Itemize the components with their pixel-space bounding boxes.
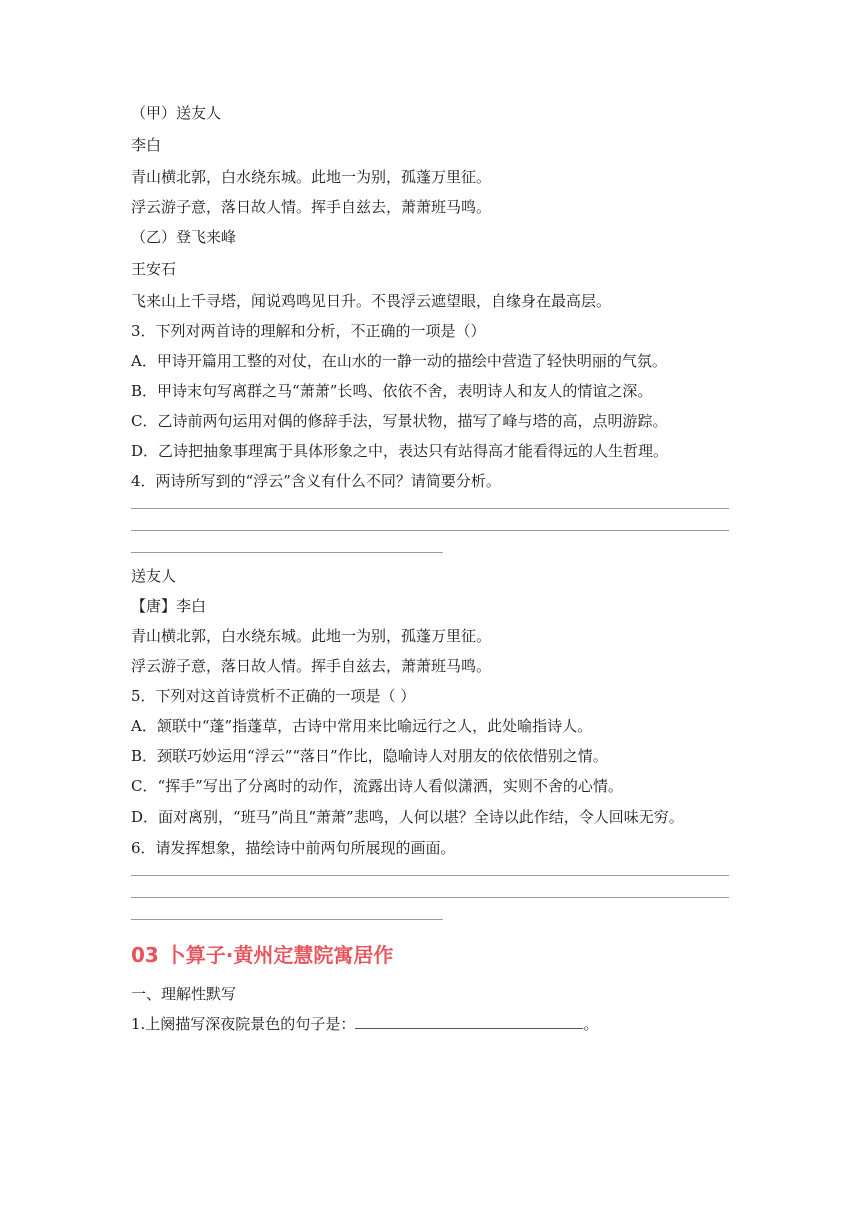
fill-blank-prefix: 1.上阕描写深夜院景色的句子是： (131, 1015, 356, 1033)
question-3-option-b: B．甲诗末句写离群之马“萧萧”长鸣、依依不舍，表明诗人和友人的情谊之深。 (131, 382, 653, 400)
poem-c-author: 【唐】李白 (131, 597, 207, 615)
poem-a-line2: 浮云游子意，落日故人情。挥手自兹去，萧萧班马鸣。 (131, 198, 492, 216)
question-6-stem: 6．请发挥想象，描绘诗中前两句所展现的画面。 (131, 839, 456, 857)
answer-line[interactable] (131, 530, 729, 531)
question-5-option-c: C．“挥手”写出了分离时的动作，流露出诗人看似潇洒，实则不舍的心情。 (131, 777, 623, 795)
question-5-stem: 5．下列对这首诗赏析不正确的一项是（ ） (131, 687, 416, 705)
answer-line[interactable] (131, 508, 729, 509)
question-5-option-d: D．面对离别，“班马”尚且“萧萧”悲鸣，人何以堪？全诗以此作结，令人回味无穷。 (131, 808, 684, 826)
fill-blank-question-1 (131, 1014, 729, 1034)
section-heading: 03 卜算子·黄州定慧院寓居作 (131, 943, 394, 967)
section-subheading: 一、理解性默写 (131, 985, 237, 1003)
question-5-option-b: B．颈联巧妙运用“浮云”“落日”作比，隐喻诗人对朋友的依依惜别之情。 (131, 747, 608, 765)
question-4-stem: 4．两诗所写到的“浮云”含义有什么不同？请简要分析。 (131, 472, 501, 490)
document-page (131, 103, 729, 1044)
question-3-option-c: C．乙诗前两句运用对偶的修辞手法，写景状物，描写了峰与塔的高，点明游踪。 (131, 412, 668, 430)
question-3-option-a: A．甲诗开篇用工整的对仗，在山水的一静一动的描绘中营造了轻快明丽的气氛。 (131, 352, 667, 370)
question-5-option-a: A．颔联中“蓬”指蓬草，古诗中常用来比喻远行之人，此处喻指诗人。 (131, 717, 593, 735)
poem-c-title: 送友人 (131, 567, 177, 585)
poem-b-line1: 飞来山上千寻塔，闻说鸡鸣见日升。不畏浮云遮望眼，自缘身在最高层。 (131, 292, 612, 310)
poem-a-line1: 青山横北郭，白水绕东城。此地一为别，孤蓬万里征。 (131, 168, 492, 186)
answer-line[interactable] (131, 552, 443, 553)
answer-line[interactable] (131, 919, 443, 920)
poem-c-line1: 青山横北郭，白水绕东城。此地一为别，孤蓬万里征。 (131, 627, 492, 645)
poem-b-author: 王安石 (131, 260, 177, 278)
fill-blank-suffix: 。 (583, 1015, 599, 1033)
poem-c-line2: 浮云游子意，落日故人情。挥手自兹去，萧萧班马鸣。 (131, 657, 492, 675)
poem-a-author: 李白 (131, 136, 162, 154)
poem-a-title: （甲）送友人 (131, 104, 222, 122)
question-4-answer-lines[interactable] (131, 508, 729, 553)
question-3-option-d: D．乙诗把抽象事理寓于具体形象之中，表达只有站得高才能看得远的人生哲理。 (131, 442, 669, 460)
answer-line[interactable] (131, 875, 729, 876)
question-6-answer-lines[interactable] (131, 875, 729, 920)
poem-b-title: （乙）登飞来峰 (131, 228, 237, 246)
answer-line[interactable] (131, 897, 729, 898)
fill-blank-field[interactable] (355, 1014, 583, 1029)
question-3-stem: 3．下列对两首诗的理解和分析，不正确的一项是（） (131, 322, 486, 340)
